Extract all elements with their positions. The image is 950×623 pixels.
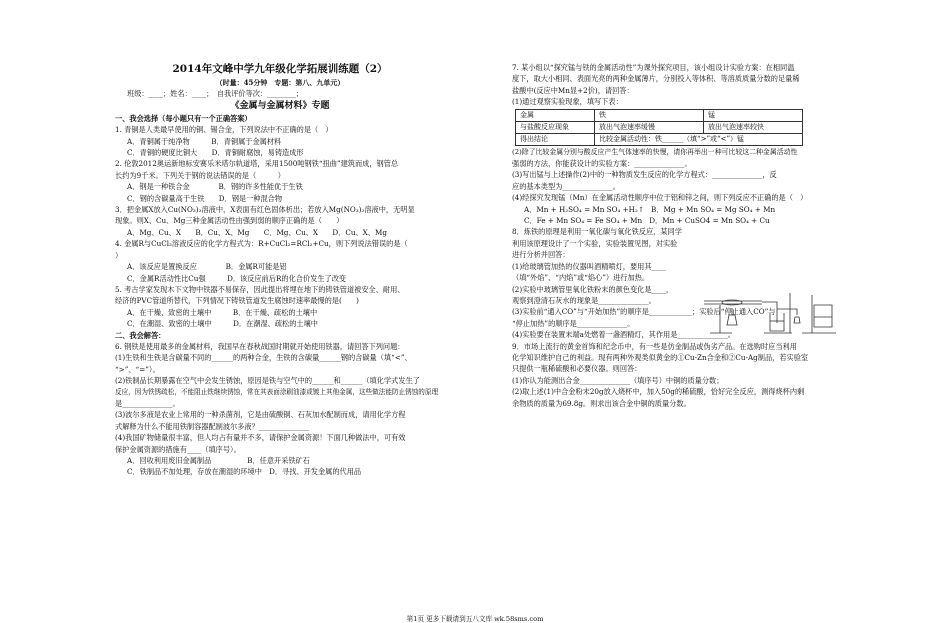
right-column [512, 62, 837, 409]
question-text: (3)写出锰与上述操作(2)中的一种物质发生反应的化学方程式：______________，反 [512, 170, 777, 180]
answer-options: C．在潮湿、致密的土壤中 D．在潮湿、疏松的土壤中 [127, 319, 318, 329]
question-text: (2)铁制品长期暴露在空气中会发生锈蚀，原因是铁与空气中的______和______（填化学式发生了 [115, 376, 420, 386]
table-row [516, 133, 803, 145]
results-table [515, 109, 803, 146]
table-cell: 锰 [704, 109, 803, 121]
question-text: 保护金属资源的措施有____（填序号）。 [115, 444, 241, 454]
question-text: 只提供一瓶稀硫酸和必要仪器。则回答： [512, 364, 642, 374]
question-text: “>”、“=”）。 [115, 364, 160, 374]
question-text: 经济的PVC管道所替代，下列情况下铸铁管道发生腐蚀时速率最慢的是( ) [115, 296, 359, 306]
question-text: 5. 考古学家发现木下文物中铁器不易保存，因此提出将埋在地下的铸铁管道被安全、耐用、 [115, 284, 405, 294]
question-text: 2. 伦敦2012奥运新地标安赛乐米塔尔轨道塔，采用1500吨钢铁“扭曲”建筑而成，钢管总 [115, 159, 399, 169]
question-text: “停止加热”的顺序是______________。 [512, 318, 635, 328]
question-text: 现象。则X、Cu、Mg三种金属活动性由强到弱的顺序正确的是（ ） [115, 216, 344, 226]
question-text: 9．市场上流行的黄金首饰和纪念币中，有一些是仿金制品或伪劣产品。在选购时应当利用 [512, 341, 797, 351]
question-text: 式解释为什么不能用铁制容器配制波尔多液？______________ [115, 421, 310, 431]
table-cell: 金属 [516, 109, 595, 121]
exhaust-tube [777, 309, 797, 315]
answer-options: C．钢的含碳量高于生铁 D．钢是一种混合物 [127, 193, 283, 203]
answer-options: C．铁制品不加处理，存放在潮湿的环境中 D．寻找、开发金属的代用品 [127, 467, 362, 477]
answer-options: C．青铜的硬度比铜大 D．青铜耐腐蚀，易铸造成形 [127, 148, 304, 158]
question-text: 7. 某小组以“探究锰与铁的金属活动性”为课外探究项目，该小组设计实验方案：在相同温 [512, 63, 795, 72]
question-text: (1)通过观察实验现象，填写下表： [512, 97, 623, 107]
table-cell: 放出气泡速率缓慢 [595, 121, 704, 133]
question-text: 反应，因为铁锈疏松，不能阻止铁继续锈蚀，常在其表面涂刷油漆或镀上其他金属，这些做法能防止锈蚀的原理 [115, 387, 439, 396]
question-text: (4)实验要在装置末端a处燃着一盏酒精灯，其作用是______________。 [512, 330, 735, 340]
question-text: (4)经探究发现锰（Mn）在金属活动性顺序中位于铝和锌之间，则下列反应不正确的是（ ） [512, 193, 808, 203]
question-text: (1)你认为能测出合金______________（填序号）中铜的质量分数； [512, 375, 724, 385]
question-text: 应的基本类型为______________。 [512, 181, 620, 191]
delivery-tube [762, 302, 777, 323]
exam-subtitle: （时量：45分钟 专题：第八、九单元） [215, 78, 345, 87]
apparatus-diagram [702, 275, 842, 337]
answer-options: C．金属R活动性比Cu强 D．该反应前后R的化合价发生了改变 [127, 273, 347, 283]
question-text: 强弱的方法，你能获设计的实验方案：______________。 [512, 159, 692, 169]
question-text: 进行分析并回答： [512, 250, 570, 260]
question-text: 盐酸中(反应中Mn显+2价)，请回答： [512, 85, 634, 95]
exam-title: 2014年文峰中学九年级化学拓展训练题（2） [172, 63, 388, 75]
left-column [115, 62, 445, 478]
question-text: 化学知识维护自己的利益。现有两种外观类似黄金的①Cu-Zn合金和②Cu-Ag制品，若实验室 [512, 352, 809, 362]
answer-options: A．钢是一种铁合金 B．钢的许多性能优于生铁 [127, 182, 303, 192]
table-cell: 与盐酸反应现象 [516, 121, 595, 133]
question-text: 6. 钢铁是使用最多的金属材料，我国早在春秋战国时期就开始使用铁器。请回答下列问题： [115, 341, 405, 351]
question-text: 3．把金属X放入Cu(NO₃)₂溶液中，X表面有红色固体析出；若放入Mg(NO₃)₂溶液中，无明显 [115, 205, 415, 215]
question-text: (2)取上述(1)中合金粉末20g放入烧杯中，加入50g的稀硫酸，恰好完全反应，测得烧杯内剩 [512, 387, 805, 397]
table-cell: 铁 [595, 109, 704, 121]
question-text: (1)给玻璃管加热的仪器叫酒精喷灯，要用其____ [512, 261, 666, 271]
question-text: 1. 青铜是人类最早使用的铜、锡合金，下列说法中不正确的是（ ） [115, 125, 333, 135]
section-heading: 一、我会选择（每小题只有一个正确答案） [115, 113, 252, 123]
table-row [516, 121, 803, 133]
section-heading: 二、我会解答： [115, 330, 166, 340]
question-text: 观察到澄清石灰水的现象是______________。 [512, 295, 656, 305]
question-text: (1)生铁和生铁是含碳量不同的______的两种合金，生铁的含碳量______钢的含碳量（填“<”、 [115, 353, 412, 363]
answer-options: A．Mn + H₂SO₄ = Mn SO₄ +H₂↑ B．Mg + Mn SO₄ = Mg SO₄ + Mn [524, 204, 776, 214]
answer-options: A．该反应是置换反应 B．金属R可能是铝 [127, 262, 287, 272]
table-cell: 比较金属活动性：铁______（填“>”或“<”）锰 [595, 133, 803, 145]
answer-options: C．Fe + Mn SO₄ = Fe SO₄ + Mn D．Mn + CuSO4 = Mn SO₄ + Cu [524, 216, 770, 226]
question-text: （填“外焰”、“内焰”或“焰心”）进行加热。 [512, 273, 650, 283]
question-text: (3)实验前“通入CO”与“开始加热”的顺序是____________；实验后“停止通入CO”与 [512, 307, 776, 317]
answer-options: A．在干燥、致密的土壤中 B．在干燥、疏松的土壤中 [127, 307, 318, 317]
alcohol-burner [727, 315, 737, 325]
question-text: ） [115, 250, 123, 260]
answer-options: A．回收利用废旧金属制品 B．任意开采铁矿石 [127, 456, 310, 465]
question-text: (2)实验中玻璃管里氧化铁粉末的颜色变化是____， [512, 284, 674, 294]
table-cell: 放出气泡速率较快 [704, 121, 803, 133]
question-text: 4. 金属R与CuCl₂溶液反应的化学方程式为：R+CuCl₂=RCl₂+Cu，则下列说法错误的是（ [115, 239, 408, 249]
question-text: 8．炼铁的原理是利用一氧化碳与氧化铁反应，某同学 [512, 227, 682, 237]
answer-options: A．青铜属于纯净物 B．青铜属于金属材料 [127, 136, 282, 146]
table-row [516, 109, 803, 121]
question-text: 余物质的质量为69.8g。则求出该合金中铜的质量分数。 [512, 398, 691, 408]
question-text: (4)我国矿物储量很丰富，但人均占有量并不多，请保护金属资源！下面几种做法中，可有效 [115, 433, 406, 443]
table-cell: 得出结论 [516, 133, 595, 145]
gas-bottle [814, 305, 832, 327]
page-footer: 第1页 更多下载请到五八文库 wk.58sms.com [406, 614, 544, 623]
question-text: (3)波尔多液是农业上常用的一种杀菌剂，它是由硫酸铜、石灰加水配制而成，请用化学方程 [115, 410, 406, 420]
question-text: (2)除了比较金属分别与酸反应产生气体速率的快慢，请你再举出一种可比较这二种金属活动性 [512, 147, 798, 156]
answer-options: A．Mg、Cu、X B．Cu、X、Mg C．Mg、Cu、X D．Cu、X、Mg [127, 227, 387, 237]
question-text: 长约为9千米。下列关于钢的说法错误的是（ ） [115, 170, 285, 180]
question-text: 利用该原理设计了一个实验，实验装置见图，对实验 [512, 238, 678, 248]
question-text: 是______________。 [115, 398, 180, 408]
end-burner [794, 317, 800, 323]
question-text: 度下，取大小相同、表面光亮的两种金属薄片，分别投入等体积、等溶质质量分数的足量稀 [512, 74, 800, 84]
topic-heading: 《金属与金属材料》专题 [230, 100, 330, 111]
student-info: 班级：____；姓名：____； 自我评价等次：________； [127, 89, 304, 99]
